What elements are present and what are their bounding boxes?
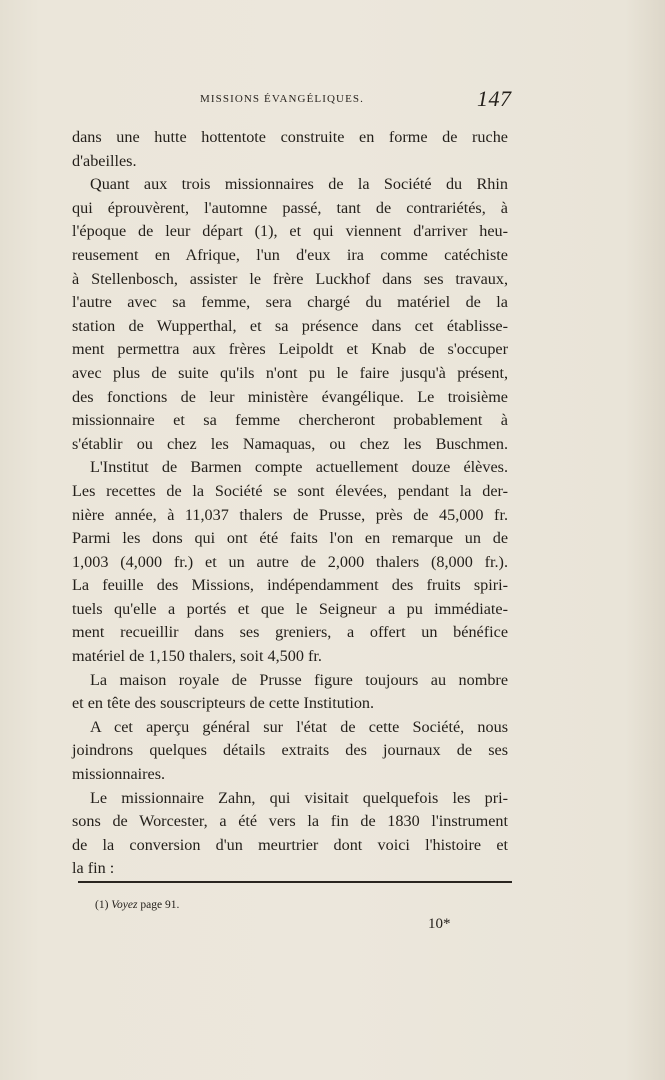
page-number: 147 (477, 86, 512, 111)
text-line: tuels qu'elle a portés et que le Seigneur a pu immédiate- (72, 599, 508, 618)
text-line: missionnaire et sa femme chercheront probablement à (72, 411, 508, 430)
text-line: d'abeilles. (72, 151, 137, 170)
text-line: qui éprouvèrent, l'automne passé, tant de contrariétés, à (72, 198, 508, 217)
text-line: Parmi les dons qui ont été faits l'on en remarque un de (72, 529, 508, 548)
text-line: Les recettes de la Société se sont élevées, pendant la der- (72, 481, 508, 500)
text-line: et en tête des souscripteurs de cette Institution. (72, 694, 375, 713)
text-line: à Stellenbosch, assister le frère Luckhof dans ses travaux, (72, 269, 508, 288)
text-line: la fin : (72, 859, 115, 878)
signature-mark: 10* (428, 916, 451, 932)
text-line: nière année, à 11,037 thalers de Prusse, près de 45,000 fr. (72, 505, 508, 524)
footnote-italic-word: Voyez (111, 899, 138, 911)
running-title: MISSIONS ÉVANGÉLIQUES. (200, 93, 364, 105)
text-line: La feuille des Missions, indépendamment des fruits spiri- (72, 576, 508, 595)
footnote-marker: (1) (95, 899, 109, 911)
text-line: Le missionnaire Zahn, qui visitait quelquefois les pri- (90, 788, 508, 807)
footnote (95, 899, 179, 911)
text-line: ment permettra aux frères Leipoldt et Knab de s'occuper (72, 340, 508, 359)
text-line: missionnaires. (72, 765, 166, 784)
footnote-text: page 91. (140, 899, 180, 911)
body-text (72, 126, 508, 881)
text-line: A cet aperçu général sur l'état de cette Société, nous (90, 717, 508, 736)
text-line: matériel de 1,150 thalers, soit 4,500 fr. (72, 647, 322, 666)
footnote-divider (78, 881, 512, 883)
text-line: station de Wupperthal, et sa présence dans cet établisse- (72, 316, 508, 335)
text-line: reusement en Afrique, l'un d'eux ira comme catéchiste (72, 245, 508, 264)
text-line: s'établir ou chez les Namaquas, ou chez les Buschmen. (72, 434, 508, 453)
text-line: dans une hutte hottentote construite en forme de ruche (72, 128, 508, 146)
text-line: 1,003 (4,000 fr.) et un autre de 2,000 thalers (8,000 fr.). (72, 552, 508, 571)
text-line: Quant aux trois missionnaires de la Société du Rhin (90, 175, 508, 194)
text-line: avec plus de suite qu'ils n'ont pu le faire jusqu'à présent, (72, 363, 508, 382)
text-line: l'autre avec sa femme, sera chargé du matériel de la (72, 293, 508, 312)
text-line: La maison royale de Prusse figure toujours au nombre (90, 670, 508, 689)
text-line: l'époque de leur départ (1), et qui viennent d'arriver heu- (72, 222, 508, 241)
text-line: sons de Worcester, a été vers la fin de 1830 l'instrument (72, 812, 508, 831)
text-line: joindrons quelques détails extraits des journaux de ses (72, 741, 508, 760)
text-line: ment recueillir dans ses greniers, a offert un bénéfice (72, 623, 508, 642)
text-line: de la conversion d'un meurtrier dont voici l'histoire et (72, 835, 508, 854)
text-line: L'Institut de Barmen compte actuellement douze élèves. (90, 458, 508, 477)
text-line: des fonctions de leur ministère évangélique. Le troisième (72, 387, 508, 406)
